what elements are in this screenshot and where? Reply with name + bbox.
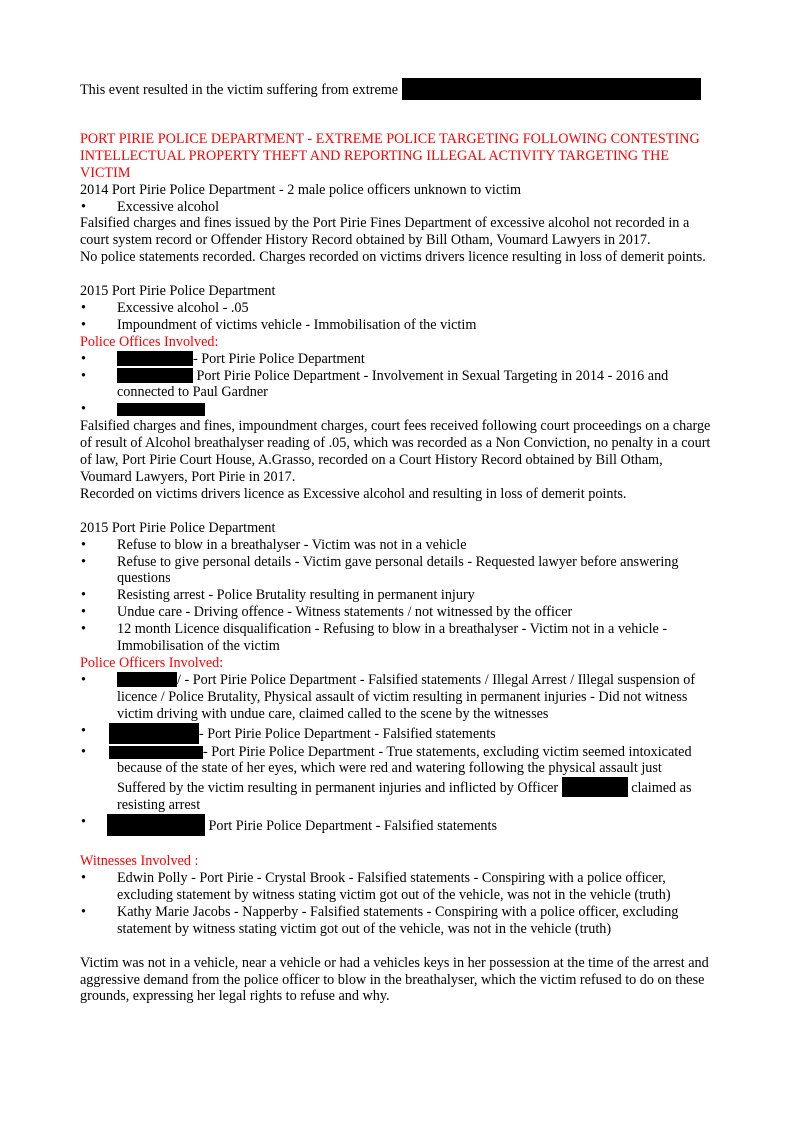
- list-item: • Excessive alcohol - .05: [80, 300, 712, 317]
- list-item: • Undue care - Driving offence - Witness statements / not witnessed by the officer: [80, 604, 712, 621]
- list-item: • Kathy Marie Jacobs - Napperby - Falsified statements - Conspiring with a police officer, excluding statement by witness stating victim got out of the vehicle, was not in the vehicle (truth): [80, 904, 712, 938]
- redaction-block: [117, 368, 193, 383]
- officers-label: Police Offices Involved:: [80, 333, 219, 350]
- list-item: • Refuse to blow in a breathalyser - Victim was not in a vehicle: [80, 537, 712, 554]
- event-2015b-officers: [80, 672, 712, 836]
- list-item: • Excessive alcohol: [80, 199, 712, 216]
- redaction-block: [562, 777, 628, 797]
- closing-paragraph: Victim was not in a vehicle, near a vehicle or had a vehicles keys in her possession at the time of the arrest and aggressive demand from the police officer to blow in the breathalyser, which the victim refused to do on these grounds, expressing her legal rights to refuse and why.: [80, 954, 709, 1005]
- section-heading: PORT PIRIE POLICE DEPARTMENT - EXTREME POLICE TARGETING FOLLOWING CONTESTING INTELLECTUAL PROPERTY THEFT AND REPORTING ILLEGAL ACTIVITY TARGETING THE VICTIM: [80, 130, 700, 181]
- list-item: • - Port Pirie Police Department - True statements, excluding victim seemed intoxicated because of the state of her eyes, which were red and watering following the physical assault just Suffered by the victim resulting in permanent injuries and inflicted by Officer claimed as resisting arrest: [80, 744, 712, 815]
- redaction-block: [109, 723, 199, 744]
- event-2014-para2: No police statements recorded. Charges recorded on victims drivers licence resulting in loss of demerit points.: [80, 249, 706, 266]
- event-2015b-title: 2015 Port Pirie Police Department: [80, 519, 276, 536]
- list-item: [80, 401, 712, 418]
- event-2015a-para1: Falsified charges and fines, impoundment charges, court fees received following court proceedings on a charge of result of Alcohol breathalyser reading of .05, which was recorded as a Non Conviction, no penalty in a court of law, Port Pirie Court House, A.Grasso, recorded on a Court History Record obtained by Bill Otham, Voumard Lawyers, Port Pirie in 2017.: [80, 418, 711, 485]
- document-page: [80, 78, 712, 1005]
- witnesses-list: [80, 870, 712, 938]
- redaction-block: [107, 814, 205, 836]
- officers-label: Police Officers Involved:: [80, 654, 224, 671]
- list-item: • Edwin Polly - Port Pirie - Crystal Brook - Falsified statements - Conspiring with a police officer, excluding statement by witness stating victim got out of the vehicle, was not in the vehicle (truth): [80, 870, 712, 904]
- redaction-block: [117, 351, 193, 366]
- intro-line: This event resulted in the victim suffering from extreme: [80, 78, 712, 100]
- event-2014-bullets: [80, 199, 712, 216]
- redaction-block: [402, 78, 701, 100]
- list-item: • Impoundment of victims vehicle - Immobilisation of the victim: [80, 317, 712, 334]
- event-2015a-para2: Recorded on victims drivers licence as Excessive alcohol and resulting in loss of demerit points.: [80, 485, 627, 502]
- event-2014-para1: Falsified charges and fines issued by the Port Pirie Fines Department of excessive alcohol not recorded in a court system record or Offender History Record obtained by Bill Otham, Voumard Lawyers in 2017.: [80, 215, 690, 249]
- list-item: • - Port Pirie Police Department: [80, 351, 712, 368]
- list-item: • Refuse to give personal details - Victim gave personal details - Requested lawyer before answering questions: [80, 554, 712, 588]
- event-2015a-officers: [80, 351, 712, 419]
- list-item: • / - Port Pirie Police Department - Falsified statements / Illegal Arrest / Illegal suspension of licence / Police Brutality, Physical assault of victim resulting in permanent injuries - Did not witness victim driving with undue care, claimed called to the scene by the witnesses: [80, 672, 712, 723]
- witnesses-label: Witnesses Involved :: [80, 853, 199, 870]
- list-item: • Port Pirie Police Department - Falsified statements: [80, 814, 712, 836]
- event-2015a-bullets: [80, 300, 712, 334]
- redaction-block: [109, 746, 203, 759]
- event-2015b-bullets: [80, 537, 712, 655]
- list-item: • - Port Pirie Police Department - Falsified statements: [80, 723, 712, 744]
- list-item: • Resisting arrest - Police Brutality resulting in permanent injury: [80, 587, 712, 604]
- redaction-block: [117, 672, 177, 687]
- redaction-block: [117, 403, 205, 416]
- list-item: • Port Pirie Police Department - Involvement in Sexual Targeting in 2014 - 2016 and connected to Paul Gardner: [80, 368, 712, 402]
- list-item: • 12 month Licence disqualification - Refusing to blow in a breathalyser - Victim not in a vehicle - Immobilisation of the victim: [80, 621, 712, 655]
- event-2014-title: 2014 Port Pirie Police Department - 2 male police officers unknown to victim: [80, 181, 522, 198]
- event-2015a-title: 2015 Port Pirie Police Department: [80, 283, 276, 300]
